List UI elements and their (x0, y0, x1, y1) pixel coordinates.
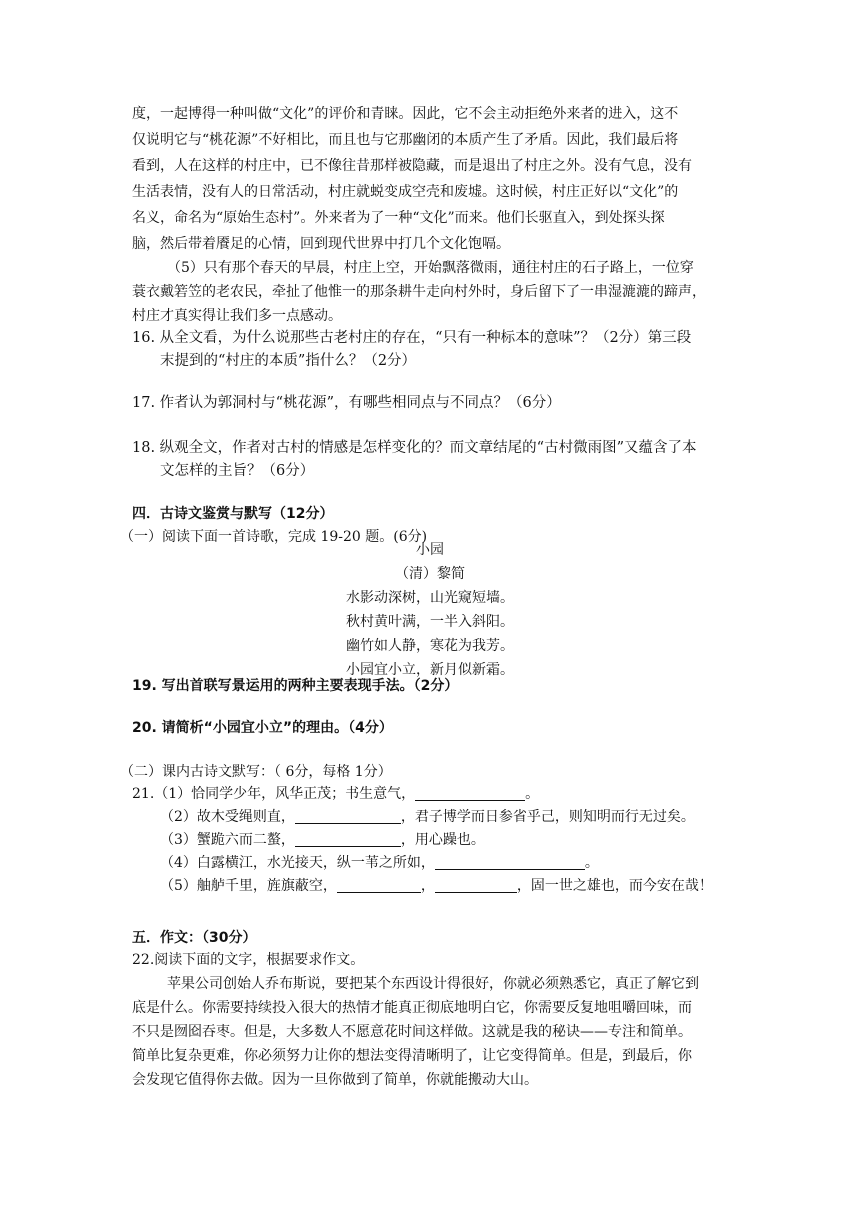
question-16-cont: 末提到的“村庄的本质”指什么？（2分） (160, 353, 417, 369)
essay-prompt-line: 底是什么。你需要持续投入很大的热情才能真正彻底地明白它，你需要反复地咀嚼回味，而 (132, 1000, 692, 1016)
passage-line: 生活表情，没有人的日常活动，村庄就蜕变成空壳和废墟。这时候，村庄正好以“文化”的 (132, 184, 679, 200)
answer-blank[interactable] (415, 786, 525, 801)
question-18: 18. 纵观全文，作者对古村的情感是怎样变化的？而文章结尾的“古村微雨图”又蕴含了本 (132, 440, 697, 456)
poem-line: 水影动深树，山光窥短墙。 (346, 590, 514, 606)
question-16: 16. 从全文看，为什么说那些古老村庄的存在，“只有一种标本的意味”？（2分）第三段 (132, 330, 692, 346)
question-21-line-1 (132, 783, 539, 805)
paragraph-5-line: 村庄才真实得让我们多一点感动。 (132, 308, 342, 324)
answer-blank[interactable] (295, 832, 401, 847)
question-21-line-2 (160, 806, 695, 828)
section-4-title: 四．古诗文鉴赏与默写（12分） (132, 506, 334, 522)
question-17: 17. 作者认为郭洞村与“桃花源”，有哪些相同点与不同点？（6分） (132, 395, 561, 411)
question-18-cont: 文怎样的主旨？（6分） (160, 463, 315, 479)
poem-line: 秋村黄叶满，一半入斜阳。 (346, 614, 514, 630)
q21-text: （3）蟹跪六而二螯， (160, 832, 295, 848)
q21-text: 21.（1）恰同学少年，风华正茂；书生意气， (132, 786, 416, 802)
passage-line: 看到，人在这样的村庄中，已不像往昔那样被隐藏，而是退出了村庄之外。没有气息，没有 (132, 158, 692, 174)
q21-text: ，固一世之雄也，而今安在哉！ (516, 878, 713, 894)
section-5-title: 五．作文：（30分） (132, 930, 257, 946)
question-19: 19. 写出首联写景运用的两种主要表现手法。（2分） (132, 678, 459, 694)
question-22: 22.阅读下面的文字，根据要求作文。 (132, 952, 365, 968)
q21-text: （5）舳舻千里，旌旗蔽空， (160, 878, 337, 894)
answer-blank[interactable] (435, 878, 517, 893)
question-21-line-4 (160, 852, 599, 874)
paragraph-5-line: 蓑衣戴箬笠的老农民，牵扯了他惟一的那条耕牛走向村外时，身后留下了一串湿漉漉的蹄声， (132, 284, 706, 300)
q21-text: ，君子博学而日参省乎己，则知明而行无过矣。 (400, 809, 695, 825)
answer-blank[interactable] (435, 855, 585, 870)
poem-line: 小园宜小立，新月似新霜。 (346, 662, 514, 678)
poem-author: （清）黎简 (395, 566, 465, 582)
poem-title: 小园 (416, 542, 444, 558)
section-4-sub1: （一）阅读下面一首诗歌，完成 19-20 题。(6分) (120, 529, 428, 545)
poem-line: 幽竹如人静，寒花为我芳。 (346, 638, 514, 654)
question-21-line-3 (160, 829, 485, 851)
q21-text: （2）故木受绳则直， (160, 809, 295, 825)
section-4-sub2: （二）课内古诗文默写：（ 6分，每格 1分） (120, 764, 392, 780)
essay-prompt-line: 不只是囫囵吞枣。但是，大多数人不愿意花时间这样做。这就是我的秘诀——专注和简单。 (132, 1024, 692, 1040)
paragraph-5-line: （5）只有那个春天的早晨，村庄上空，开始飘落微雨，通往村庄的石子路上，一位穿 (167, 260, 694, 276)
passage-line: 脑，然后带着餍足的心情，回到现代世界中打几个文化饱嗝。 (132, 236, 510, 252)
essay-prompt-line: 简单比复杂更难，你必须努力让你的想法变得清晰明了，让它变得简单。但是，到最后，你 (132, 1048, 692, 1064)
q21-text: ，用心躁也。 (400, 832, 485, 848)
passage-line: 名义，命名为“原始生态村”。外来者为了一种“文化”而来。他们长驱直入，到处探头探 (132, 210, 665, 226)
question-21-line-5 (160, 875, 713, 897)
passage-line: 度，一起博得一种叫做“文化”的评价和青睐。因此，它不会主动拒绝外来者的进入，这不 (132, 106, 679, 122)
essay-prompt-line: 苹果公司创始人乔布斯说，要把某个东西设计得很好，你就必须熟悉它，真正了解它到 (167, 976, 699, 992)
q21-text: ， (420, 878, 435, 894)
q21-text: 。 (525, 786, 540, 802)
answer-blank[interactable] (337, 878, 421, 893)
q21-text: （4）白露横江，水光接天，纵一苇之所如， (160, 855, 435, 871)
essay-prompt-line: 会发现它值得你去做。因为一旦你做到了简单，你就能搬动大山。 (132, 1072, 538, 1088)
passage-line: 仅说明它与“桃花源”不好相比，而且也与它那幽闭的本质产生了矛盾。因此，我们最后将 (132, 132, 679, 148)
q21-text: 。 (584, 855, 599, 871)
answer-blank[interactable] (295, 809, 401, 824)
question-20: 20. 请简析“小园宜小立”的理由。（4分） (132, 720, 393, 736)
